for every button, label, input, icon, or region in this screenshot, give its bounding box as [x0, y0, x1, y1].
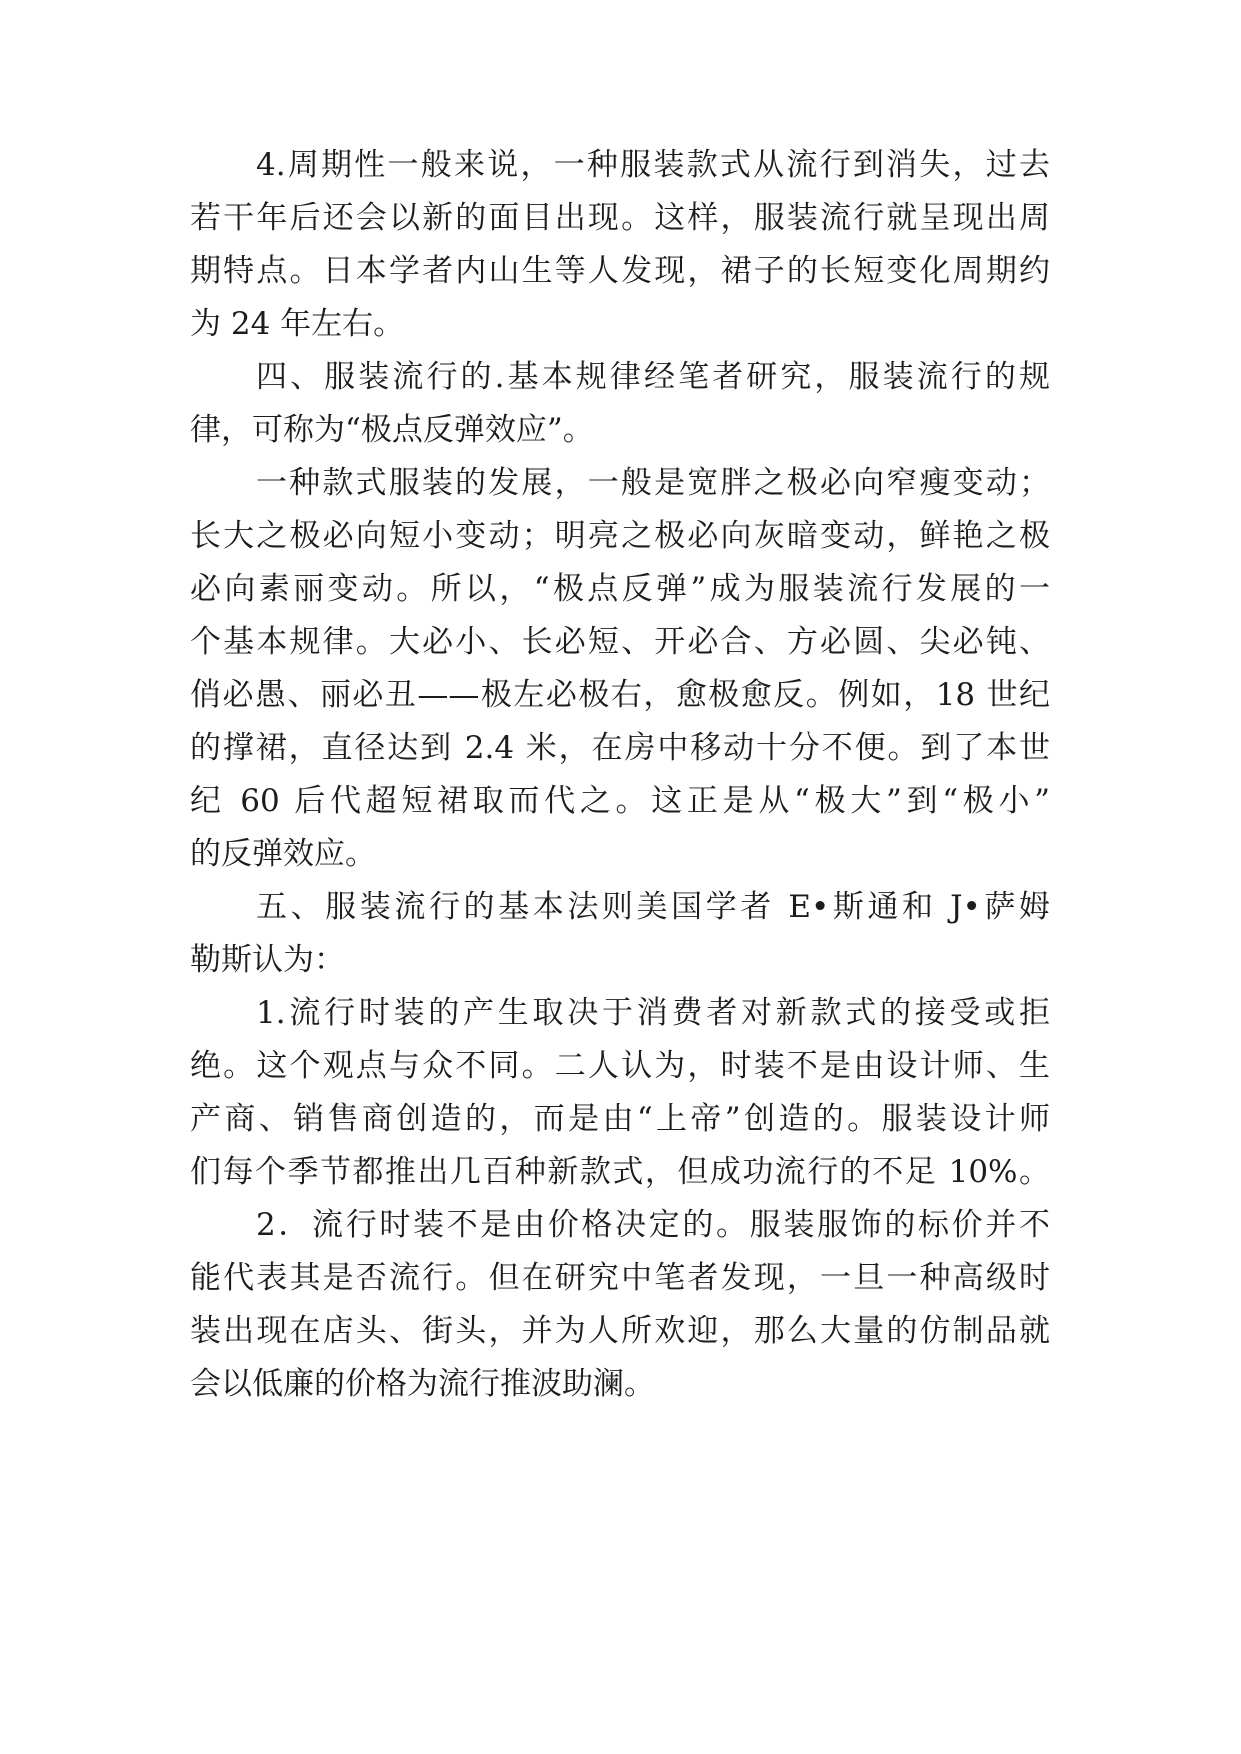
text-line: 一种款式服装的发展，一般是宽胖之极必向窄瘦变动；: [256, 465, 1050, 501]
text-line: 的撑裙，直径达到 2.4 米，在房中移动十分不便。到了本世: [190, 730, 1050, 766]
text-line: 的反弹效应。: [190, 836, 376, 872]
text-line: 四、服装流行的.基本规律经笔者研究，服装流行的规: [256, 359, 1050, 395]
text-line: 为 24 年左右。: [190, 306, 405, 342]
text-line: 装出现在店头、街头，并为人所欢迎，那么大量的仿制品就: [190, 1313, 1050, 1349]
text-line: 绝。这个观点与众不同。二人认为，时装不是由设计师、生: [190, 1048, 1050, 1084]
text-line: 五、服装流行的基本法则美国学者 E•斯通和 J•萨姆: [256, 889, 1050, 925]
text-line: 俏必愚、丽必丑——极左必极右，愈极愈反。例如，18 世纪: [190, 677, 1050, 713]
text-line: 产商、销售商创造的，而是由“上帝”创造的。服装设计师: [190, 1101, 1050, 1137]
text-line: 长大之极必向短小变动；明亮之极必向灰暗变动，鲜艳之极: [190, 518, 1050, 554]
text-line: 若干年后还会以新的面目出现。这样，服装流行就呈现出周: [190, 200, 1050, 236]
text-line: 必向素丽变动。所以，“极点反弹”成为服装流行发展的一: [190, 571, 1050, 607]
text-line: 4.周期性一般来说，一种服装款式从流行到消失，过去: [256, 147, 1050, 183]
text-line: 纪 60 后代超短裙取而代之。这正是从“极大”到“极小”: [190, 783, 1050, 819]
text-line: 个基本规律。大必小、长必短、开必合、方必圆、尖必钝、: [190, 624, 1050, 660]
text-line: 1.流行时装的产生取决于消费者对新款式的接受或拒: [256, 995, 1050, 1031]
text-line: 们每个季节都推出几百种新款式，但成功流行的不足 10%。: [190, 1154, 1050, 1190]
text-line: 勒斯认为：: [190, 942, 345, 978]
text-line: 期特点。日本学者内山生等人发现，裙子的长短变化周期约: [190, 253, 1050, 289]
text-line: 2．流行时装不是由价格决定的。服装服饰的标价并不: [256, 1207, 1050, 1243]
text-line: 律，可称为“极点反弹效应”。: [190, 412, 594, 448]
text-line: 会以低廉的价格为流行推波助澜。: [190, 1366, 655, 1402]
text-line: 能代表其是否流行。但在研究中笔者发现，一旦一种高级时: [190, 1260, 1050, 1296]
